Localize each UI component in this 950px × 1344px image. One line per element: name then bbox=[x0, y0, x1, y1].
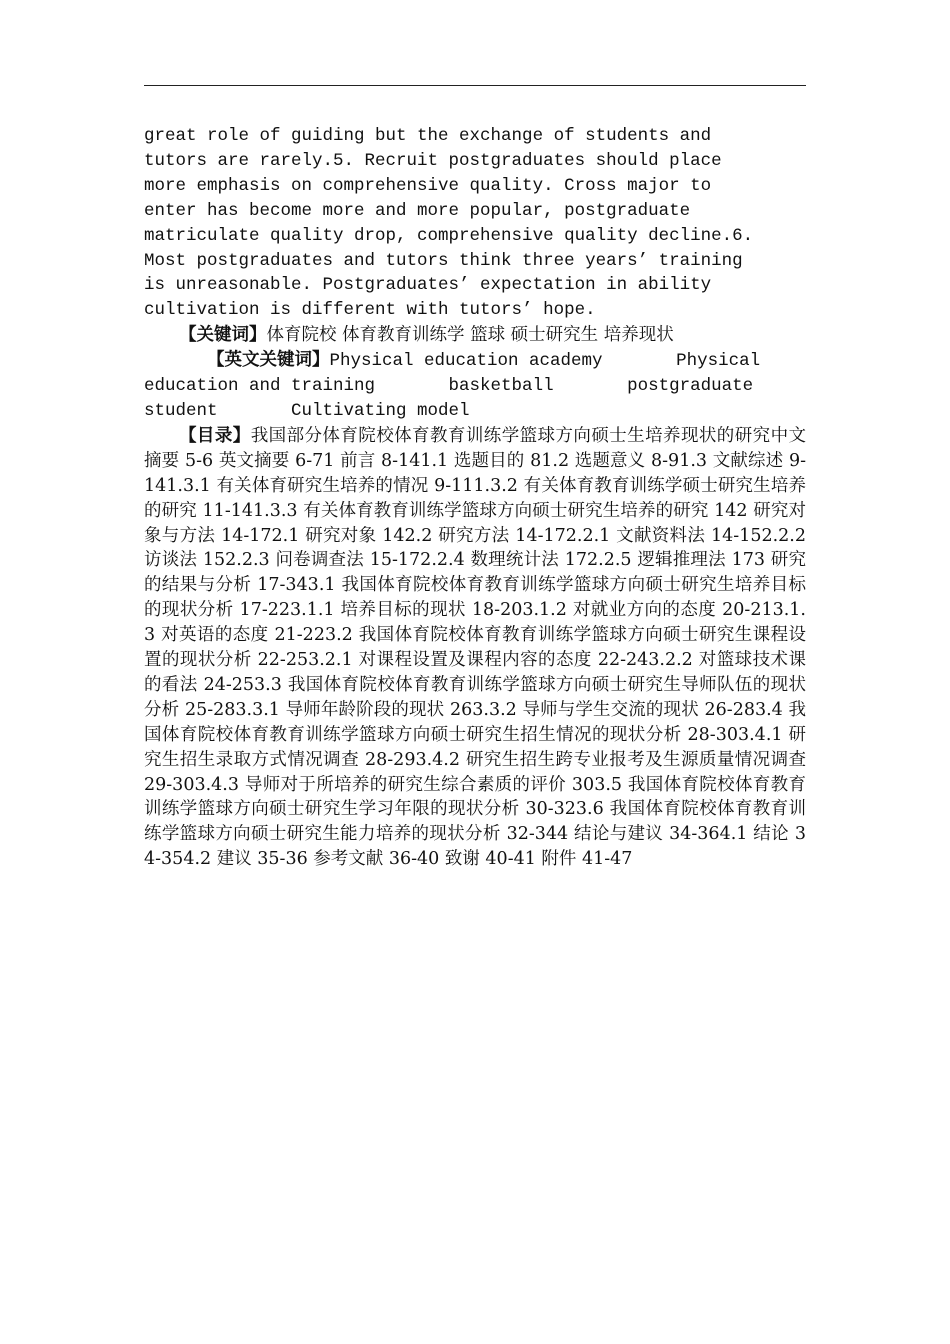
english-keywords-line1: Physical education academy Physical bbox=[329, 351, 761, 372]
english-keywords-paragraph bbox=[144, 348, 806, 424]
header-rule bbox=[144, 85, 806, 86]
english-abstract-tail: great role of guiding but the exchange of students and tutors are rarely.5. Recruit postgraduates should place more emphasis on comprehensive quality. Cross major to enter has become more and more popular, postgraduate matriculate quality drop, comprehensive quality decline.6. Most postgraduates and tutors think three years’ training is unreasonable. Postgraduates’ expectation in ability cultivation is different with tutors’ hope. bbox=[144, 126, 754, 321]
document-page bbox=[144, 0, 806, 1344]
keywords-label: 【关键词】 bbox=[179, 325, 267, 346]
english-keywords-label: 【英文关键词】 bbox=[207, 350, 330, 371]
english-keywords-rest: education and training basketball postgraduate student Cultivating model bbox=[144, 376, 754, 421]
toc-paragraph bbox=[144, 424, 806, 872]
toc-label: 【目录】 bbox=[179, 425, 251, 446]
keywords-text: 体育院校 体育教育训练学 篮球 硕士研究生 培养现状 bbox=[266, 325, 674, 346]
toc-text: 我国部分体育院校体育教育训练学篮球方向硕士生培养现状的研究中文摘要 5-6 英文摘要 6-71 前言 8-141.1 选题目的 81.2 选题意义 8-91.3 文献综述 9-141.3.1 有关体育研究生培养的情况 9-111.3.2 有关体育教育训练学硕士研究生培养的研究 11-141.3.3 有关体育教育训练学篮球方向硕士研究生培养的研究 142 研究对象与方法 14-172.1 研究对象 142.2 研究方法 14-172.2.1 文献资料法 14-152.2.2 访谈法 152.2.3 问卷调查法 15-172.2.4 数理统计法 172.2.5 逻辑推理法 173 研究的结果与分析 17-343.1 我国体育院校体育教育训练学篮球方向硕士研究生培养目标的现状分析 17-223.1.1 培养目标的现状 18-203.1.2 对就业方向的态度 20-213.1.3 对英语的态度 21-223.2 我国体育院校体育教育训练学篮球方向硕士研究生课程设置的现状分析 22-253.2.1 对课程设置及课程内容的态度 22-243.2.2 对篮球技术课的看法 24-253.3 我国体育院校体育教育训练学篮球方向硕士研究生导师队伍的现状分析 25-283.3.1 导师年龄阶段的现状 263.3.2 导师与学生交流的现状 26-283.4 我国体育院校体育教育训练学篮球方向硕士研究生招生情况的现状分析 28-303.4.1 研究生招生录取方式情况调查 28-293.4.2 研究生招生跨专业报考及生源质量情况调查 29-303.4.3 导师对于所培养的研究生综合素质的评价 303.5 我国体育院校体育教育训练学篮球方向硕士研究生学习年限的现状分析 30-323.6 我国体育院校体育教育训练学篮球方向硕士研究生能力培养的现状分析 32-344 结论与建议 34-364.1 结论 34-354.2 建议 35-36 参考文献 36-40 致谢 40-41 附件 41-47 bbox=[144, 425, 807, 870]
document-body bbox=[144, 124, 806, 872]
keywords-paragraph bbox=[144, 323, 806, 348]
